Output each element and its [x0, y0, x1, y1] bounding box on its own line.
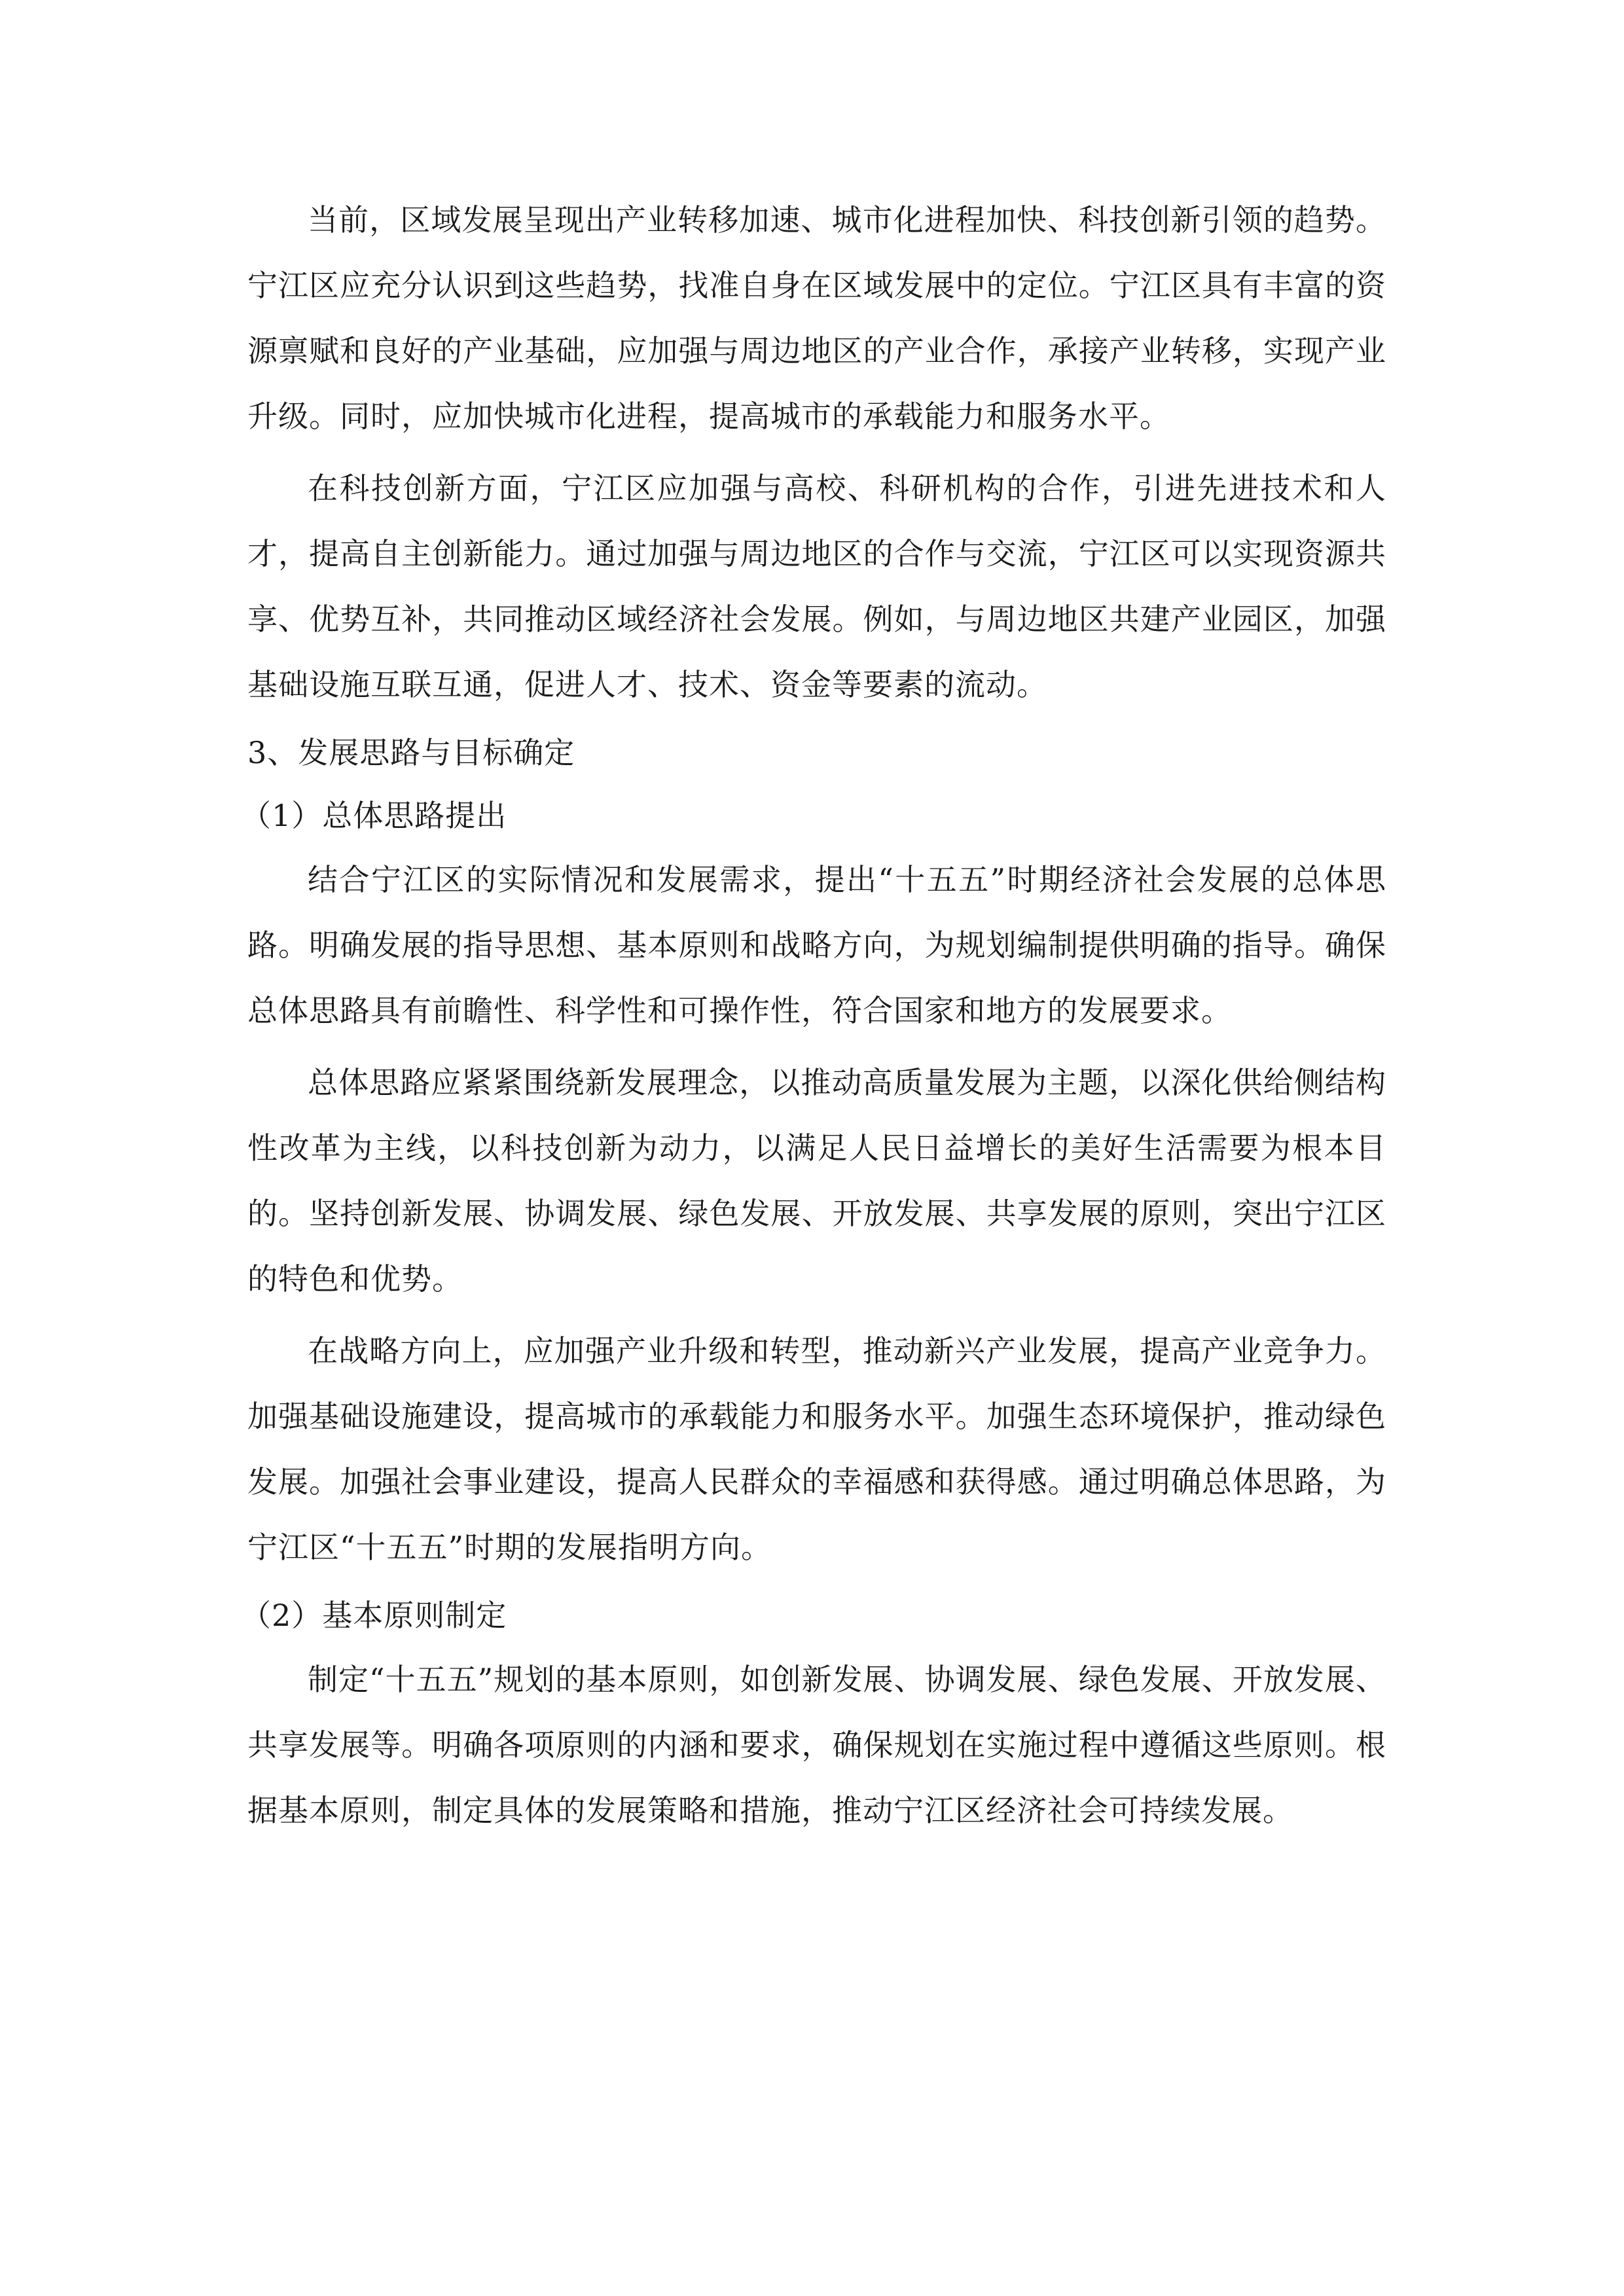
- section-heading-development-ideas: 3、发展思路与目标确定: [247, 735, 575, 770]
- paragraph-new-development-concept: 总体思路应紧紧围绕新发展理念，以推动高质量发展为主题，以深化供给侧结构性改革为主线，以科技创新为动力，以满足人民日益增长的美好生活需要为根本目的。坚持创新发展、协调发展、绿色发展、开放发展、共享发展的原则，突出宁江区的特色和优势。: [247, 1065, 1386, 1297]
- paragraph-regional-trends: 当前，区域发展呈现出产业转移加速、城市化进程加快、科技创新引领的趋势。宁江区应充分认识到这些趋势，找准自身在区域发展中的定位。宁江区具有丰富的资源禀赋和良好的产业基础，应加强与周边地区的产业合作，承接产业转移，实现产业升级。同时，应加快城市化进程，提高城市的承载能力和服务水平。: [247, 202, 1386, 434]
- paragraph-overall-ideas: 结合宁江区的实际情况和发展需求，提出“十五五”时期经济社会发展的总体思路。明确发展的指导思想、基本原则和战略方向，为规划编制提供明确的指导。确保总体思路具有前瞻性、科学性和可操作性，符合国家和地方的发展要求。: [247, 862, 1386, 1028]
- paragraph-tech-innovation: 在科技创新方面，宁江区应加强与高校、科研机构的合作，引进先进技术和人才，提高自主创新能力。通过加强与周边地区的合作与交流，宁江区可以实现资源共享、优势互补，共同推动区域经济社会发展。例如，与周边地区共建产业园区，加强基础设施互联互通，促进人才、技术、资金等要素的流动。: [247, 471, 1386, 702]
- paragraph-basic-principles: 制定“十五五”规划的基本原则，如创新发展、协调发展、绿色发展、开放发展、共享发展等。明确各项原则的内涵和要求，确保规划在实施过程中遵循这些原则。根据基本原则，制定具体的发展策略和措施，推动宁江区经济社会可持续发展。: [247, 1662, 1386, 1828]
- document-page: [241, 187, 1386, 1843]
- subheading-basic-principles: （2）基本原则制定: [241, 1598, 507, 1633]
- subheading-overall-ideas: （1）总体思路提出: [241, 798, 507, 833]
- paragraph-strategic-direction: 在战略方向上，应加强产业升级和转型，推动新兴产业发展，提高产业竞争力。加强基础设施建设，提高城市的承载能力和服务水平。加强生态环境保护，推动绿色发展。加强社会事业建设，提高人民群众的幸福感和获得感。通过明确总体思路，为宁江区“十五五”时期的发展指明方向。: [247, 1333, 1386, 1565]
